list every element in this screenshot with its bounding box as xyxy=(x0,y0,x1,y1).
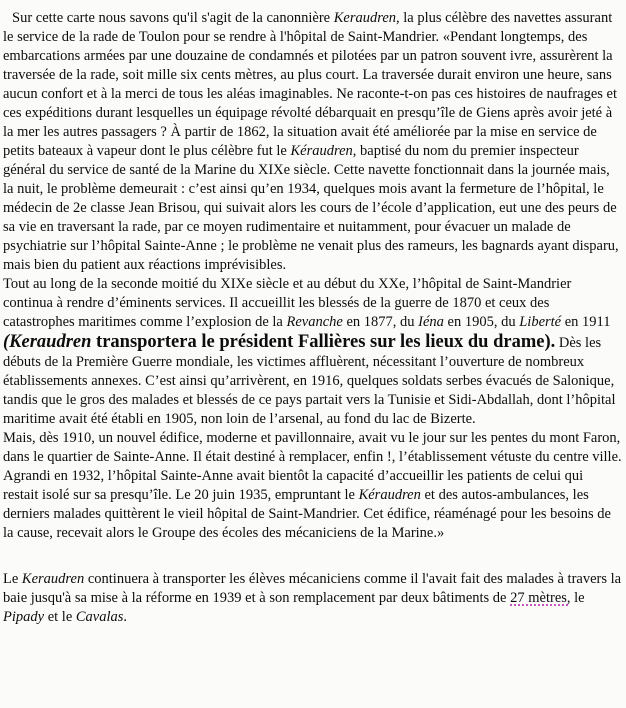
ship-name: Revanche xyxy=(286,314,343,330)
bold-ship-name: (Keraudren xyxy=(3,332,92,352)
text-segment: , la plus célèbre des navettes assurant le service de la rade de Toulon pour se rendre à l'hôpital de Saint-Mandrier. «Pendant longtemps, des embarcations armées par une douzaine de condamnés et pilotées par un patron souvent ivre, assurèrent la traversée de la rade, soit mille six cents mètres, au plus court. La traversée durait environ une heure, sans aucun confort et à la merci de tous les aléas imaginables. Ne raconte-t-on pas ces histoires de naufrages et ces expéditions durant lesquelles un équipage révolté débarquait en presqu’île de Giens après avoir jeté à la mer les autres passagers ? À partir de 1862, la situation avait été améliorée par la mise en service de petits bateaux à vapeur dont le plus célèbre fut le xyxy=(3,10,617,159)
ship-name: Kéraudren xyxy=(358,487,421,503)
text-segment: , baptisé du nom du premier inspecteur général du service de santé de la Marine du XIXe siècle. Cette navette fonctionnait dans la journée mais, la nuit, le problème demeurait : c’est ainsi qu’en 1934, quelques mois avant la fermeture de l’hôpital, le médecin de 2e classe Jean Brisou, qui suivait alors les cours de l’école d’application, eut une des peurs de sa vie en traversant la rade, par ce moyen rudimentaire et nuitamment, pour évacuer un malade de psychiatrie sur l’hôpital Sainte-Anne ; le problème ne venait plus des rameurs, les bagnards ayant disparu, mais bien du patient aux réactions imprévisibles. xyxy=(3,143,619,273)
paragraph-new-hospital xyxy=(3,429,622,543)
text-segment: Mais, dès 1910, un nouvel édifice, moderne et pavillonnaire, avait vu le jour sur les pentes du mont Faron, dans le quartier de Sainte-Anne. Il était destiné à remplacer, enfin !, l’établissement vétuste du centre ville. Agrandi en 1932, l’hôpital Sainte-Anne avait bientôt la capacité d’accueillir les patients de celui qui restait isolé sur sa presqu’île. Le 20 juin 1935, empruntant le xyxy=(3,430,622,503)
grammar-flagged-text: 27 mètres, xyxy=(510,590,571,606)
ship-name: Keraudren xyxy=(21,571,85,587)
paragraph-closing xyxy=(3,570,622,627)
text-segment: en 1911 xyxy=(561,314,611,330)
text-segment: en 1877, du xyxy=(342,314,419,330)
text-segment: le xyxy=(570,590,585,606)
bold-annotation: transportera le président Fallières sur les lieux du drame). xyxy=(91,332,556,352)
ship-name: Pipady xyxy=(3,609,45,625)
text-segment: . xyxy=(123,609,128,625)
text-segment: continuera à transporter les élèves mécaniciens comme il l'avait fait des malades à travers la baie jusqu'à sa mise à la réforme en 1939 et à son remplacement par deux bâtiments de xyxy=(3,571,622,606)
text-segment: Tout au long de la seconde moitié du XIXe siècle et au début du XXe, l’hôpital de Saint-Mandrier continua à rendre d’éminents services. Il accueillit les blessés de la guerre de 1870 et ceux des catastrophes maritimes comme l’explosion de la xyxy=(3,276,572,330)
ship-name: Liberté xyxy=(519,314,562,330)
ship-name: Keraudren xyxy=(333,10,397,26)
text-segment: Dès les débuts de la Première Guerre mondiale, les victimes affluèrent, nécessitant l’ouverture de nombreux établissements annexes. C’est ainsi qu’arrivèrent, en 1916, quelques soldats serbes évacués de Salonique, tandis que le gros des malades et blessés de ce pays partait vers la Tunisie et Sidi-Abdallah, dont l’hôpital maritime avait été établi en 1905, non loin de l’arsenal, au fond du lac de Bizerte. xyxy=(3,335,616,427)
paragraph-history xyxy=(3,275,622,429)
paragraph-intro xyxy=(3,9,622,275)
ship-name: Cavalas xyxy=(75,609,124,625)
document-body xyxy=(3,9,622,627)
ship-name: Kéraudren xyxy=(290,143,353,159)
text-segment: Sur cette carte nous savons qu'il s'agit de la canonnière xyxy=(12,10,334,26)
ship-name: Iéna xyxy=(418,314,444,330)
text-segment: en 1905, du xyxy=(443,314,520,330)
text-segment: et des autos-ambulances, les derniers malades quittèrent le vieil hôpital de Saint-Mandrier. Cet édifice, réaménagé pour les besoins de la cause, recevait alors le Groupe des écoles des mécaniciens de la Marine.» xyxy=(3,487,611,541)
text-segment: et le xyxy=(44,609,76,625)
text-segment: Le xyxy=(3,571,22,587)
